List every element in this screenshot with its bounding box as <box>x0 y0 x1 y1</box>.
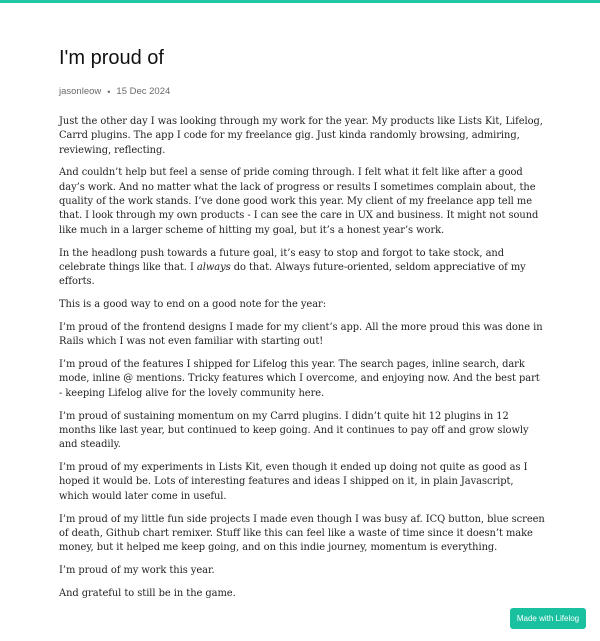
paragraph: And couldn’t help but feel a sense of pride coming through. I felt what it felt like after a good day’s work. And no matter what the lack of progress or results I sometimes complain about, the quality of the work stands. I’ve done good work this year. My client of my freelance app tell me that. I look through my own products - I can see the care in UX and business. It might not sound like much in a larger scheme of hitting my goal, but it’s a honest year’s work. <box>59 167 539 236</box>
paragraph: I’m proud of the features I shipped for Lifelog this year. The search pages, inline search, dark mode, inline @ mentions. Tricky features which I overcome, and enjoying now. And the best part - keeping Lifelog alive for the lovely community here. <box>59 359 540 399</box>
paragraph: I’m proud of my experiments in Lists Kit, even though it ended up doing not quite as good as I hoped it would be. Lots of interesting features and ideas I shipped on it, in plain Javascript, which would later come in useful. <box>59 462 528 502</box>
post-date: 15 Dec 2024 <box>116 86 171 97</box>
paragraph-text: do that. Always future-oriented, seldom appreciative of my efforts. <box>59 261 526 288</box>
paragraph: I’m proud of sustaining momentum on my Carrd plugins. I didn’t quite hit 12 plugins in 12 months like last year, but continued to keep going. And it continues to pay off and grow slowly and steadily. <box>59 410 529 451</box>
meta-separator: • <box>107 87 111 97</box>
post-author[interactable]: jasonleow <box>59 86 102 97</box>
post-body <box>59 115 545 601</box>
paragraph: And grateful to still be in the game. <box>59 587 236 599</box>
post-article <box>59 46 545 610</box>
paragraph: I’m proud of my work this year. <box>59 565 215 577</box>
paragraph-text: In the headlong push towards a future goal, it’s easy to stop and forgot to take stock, and celebrate things like that. I <box>59 247 505 273</box>
paragraph: This is a good way to end on a good note for the year: <box>59 299 326 311</box>
top-accent-bar <box>0 0 600 3</box>
post-meta <box>59 85 545 99</box>
emphasis-text: always <box>196 261 231 273</box>
made-with-lifelog-button[interactable]: Made with Lifelog <box>510 608 586 629</box>
paragraph <box>59 247 545 290</box>
paragraph: I’m proud of my little fun side projects I made even though I was busy af. ICQ button, blue screen of death, Github chart remixer. Stuff like this can feel like a waste of time since it doesn’t make money, but it helped me keep going, and on this indie journey, momentum is everything. <box>59 513 545 554</box>
paragraph: Just the other day I was looking through my work for the year. My products like Lists Kit, Lifelog, Carrd plugins. The app I code for my freelance gig. Just kinda randomly browsing, admiring, reviewing, reflecting. <box>59 116 543 156</box>
post-title: I'm proud of <box>59 47 164 69</box>
paragraph: I’m proud of the frontend designs I made for my client’s app. All the more proud this was done in Rails which I was not even familiar with starting out! <box>59 321 543 348</box>
